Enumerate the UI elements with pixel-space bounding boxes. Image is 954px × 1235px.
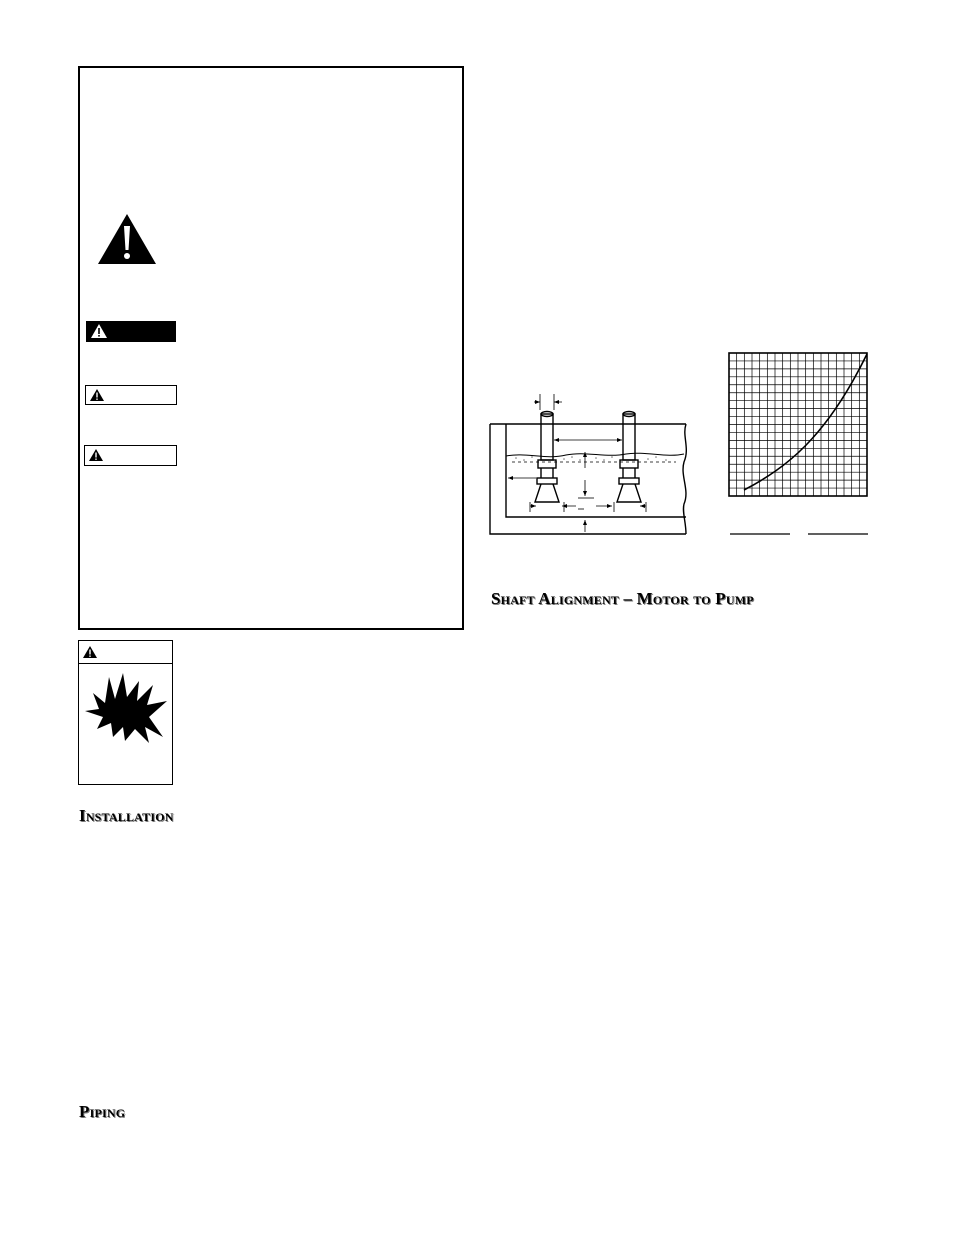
safety-information-box	[78, 66, 464, 630]
explosion-hazard-box	[78, 640, 173, 785]
warning-signal-icon	[89, 388, 105, 402]
explosion-hazard-icon	[83, 671, 169, 745]
explosion-hazard-header	[79, 641, 172, 664]
danger-signal-icon	[90, 323, 108, 339]
sump-suction-dimension-diagram	[486, 392, 692, 538]
warning-triangle-icon	[96, 212, 158, 266]
caution-signal-icon	[88, 448, 104, 462]
caution-signal-bar	[84, 445, 177, 466]
warning-signal-bar	[85, 385, 177, 405]
submergence-curve-graph	[726, 350, 872, 540]
shaft-alignment-heading: Shaft Alignment – Motor to Pump	[491, 589, 754, 608]
danger-signal-bar	[86, 321, 176, 342]
piping-heading: Piping	[79, 1102, 126, 1121]
installation-heading: Installation	[79, 806, 174, 825]
warning-signal-icon	[82, 645, 98, 659]
